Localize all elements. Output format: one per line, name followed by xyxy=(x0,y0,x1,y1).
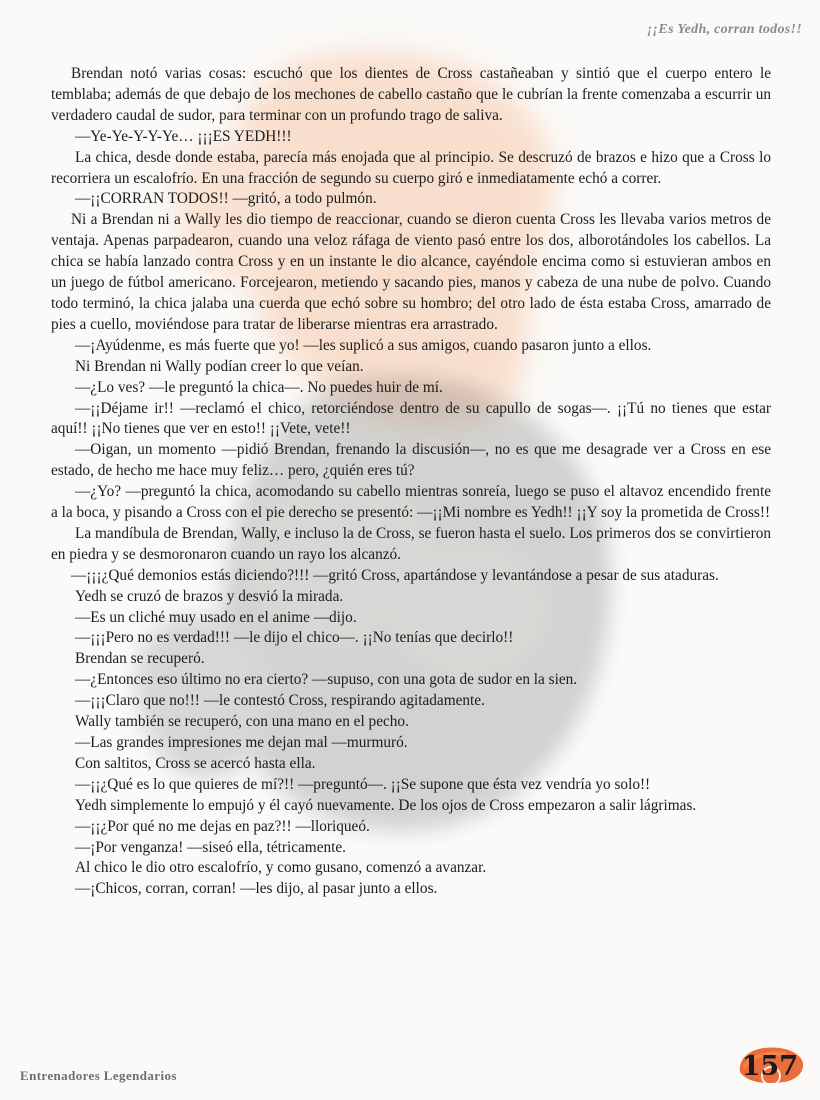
paragraph: —¡Chicos, corran, corran! —les dijo, al pasar junto a ellos. xyxy=(75,880,438,898)
paragraph: —¡¡¡Claro que no!!! —le contestó Cross, respirando agitadamente. xyxy=(75,692,485,710)
paragraph: Brendan notó varias cosas: escuchó que los dientes de Cross castañeaban y sintió que el cuerpo entero le temblaba; además de que debajo de los mechones de cabello castaño que le cubrían la frente comenzaba a escurrir un verdadero caudal de sudor, para terminar con un profundo trago de saliva. xyxy=(51,65,771,124)
paragraph: La chica, desde donde estaba, parecía más enojada que al principio. Se descruzó de brazos e hizo que a Cross lo recorriera un escalofrío. En una fracción de segundo su cuerpo giró e inmediatamente echó a correr. xyxy=(51,148,771,187)
paragraph: —¿Yo? —preguntó la chica, acomodando su cabello mientras sonreía, luego se puso el altavoz encendido frente a la boca, y pisando a Cross con el pie derecho se presentó: —¡¡Mi nombre es Yedh!! ¡¡Y soy la prometida de Cross!! xyxy=(51,483,771,522)
paragraph: —¡¡¿Qué es lo que quieres de mí?!! —preguntó—. ¡¡Se supone que ésta vez vendría yo solo!! xyxy=(75,775,651,793)
paragraph: —¡¡Déjame ir!! —reclamó el chico, retorciéndose dentro de su capullo de sogas—. ¡¡Tú no tienes que estar aquí!! ¡¡No tienes que ver en esto!! ¡¡Vete, vete!! xyxy=(51,399,771,438)
paragraph: —¿Lo ves? —le preguntó la chica—. No puedes huir de mí. xyxy=(75,378,443,396)
paragraph: Ni Brendan ni Wally podían creer lo que veían. xyxy=(75,357,364,375)
paragraph: —¡¡CORRAN TODOS!! —gritó, a todo pulmón. xyxy=(75,190,377,208)
paragraph: Brendan se recuperó. xyxy=(75,650,205,668)
paragraph: Yedh se cruzó de brazos y desvió la mirada. xyxy=(75,587,344,605)
paragraph: —Es un cliché muy usado en el anime —dijo. xyxy=(75,608,357,626)
paragraph: —Las grandes impresiones me dejan mal —murmuró. xyxy=(75,734,408,751)
paragraph: La mandíbula de Brendan, Wally, e incluso la de Cross, se fueron hasta el suelo. Los primeros dos se convirtieron en piedra y se desmoronaron cuando un rayo los alcanzó. xyxy=(51,524,771,563)
paragraph: Con saltitos, Cross se acercó hasta ella. xyxy=(75,754,316,772)
paragraph: —Ye-Ye-Y-Y-Ye… ¡¡¡ES YEDH!!! xyxy=(75,127,292,145)
paragraph: —¿Entonces eso último no era cierto? —supuso, con una gota de sudor en la sien. xyxy=(75,671,578,689)
story-body xyxy=(51,64,771,900)
page-number: 157 xyxy=(741,1051,798,1082)
paragraph: —¡Ayúdenme, es más fuerte que yo! —les suplicó a sus amigos, cuando pasaron junto a ellos. xyxy=(75,336,652,354)
paragraph: —¡¡¡Pero no es verdad!!! —le dijo el chico—. ¡¡No tenías que decirlo!! xyxy=(75,629,514,647)
paragraph: —¡¡¿Por qué no me dejas en paz?!! —lloriqueó. xyxy=(75,817,370,835)
paragraph: —¡Por venganza! —siseó ella, tétricamente. xyxy=(75,838,346,856)
paragraph: —Oigan, un momento —pidió Brendan, frenando la discusión—, no es que me desagrade ver a Cross en ese estado, de hecho me hace muy feliz… pero, ¿quién eres tú? xyxy=(51,441,771,480)
paragraph: —¡¡¡¿Qué demonios estás diciendo?!!! —gritó Cross, apartándose y levantándose a pesar de sus ataduras. xyxy=(71,566,719,584)
paragraph: Yedh simplemente lo empujó y él cayó nuevamente. De los ojos de Cross empezaron a salir lágrimas. xyxy=(75,796,697,814)
footer-book-title: Entrenadores Legendarios xyxy=(20,1068,177,1083)
paragraph: Ni a Brendan ni a Wally les dio tiempo de reaccionar, cuando se dieron cuenta Cross les llevaba varios metros de ventaja. Apenas parpadearon, cuando una veloz ráfaga de viento pasó entre los dos, alborotándoles los cabellos. La chica se había lanzado contra Cross y en un instante le dio alcance, cayéndole encima como si estuvieran ambos en un juego de fútbol americano. Forcejearon, metiendo y sacando pies, manos y cabeza de una nube de polvo. Cuando todo terminó, la chica jalaba una cuerda que echó sobre su hombro; del otro lado de ésta estaba Cross, amarrado de pies a cuello, moviéndose para tratar de liberarse mientras era arrastrado. xyxy=(51,211,771,333)
running-header: ¡¡Es Yedh, corran todos!! xyxy=(646,22,802,37)
paragraph: Wally también se recuperó, con una mano en el pecho. xyxy=(75,713,409,731)
paragraph: Al chico le dio otro escalofrío, y como gusano, comenzó a avanzar. xyxy=(75,859,487,877)
